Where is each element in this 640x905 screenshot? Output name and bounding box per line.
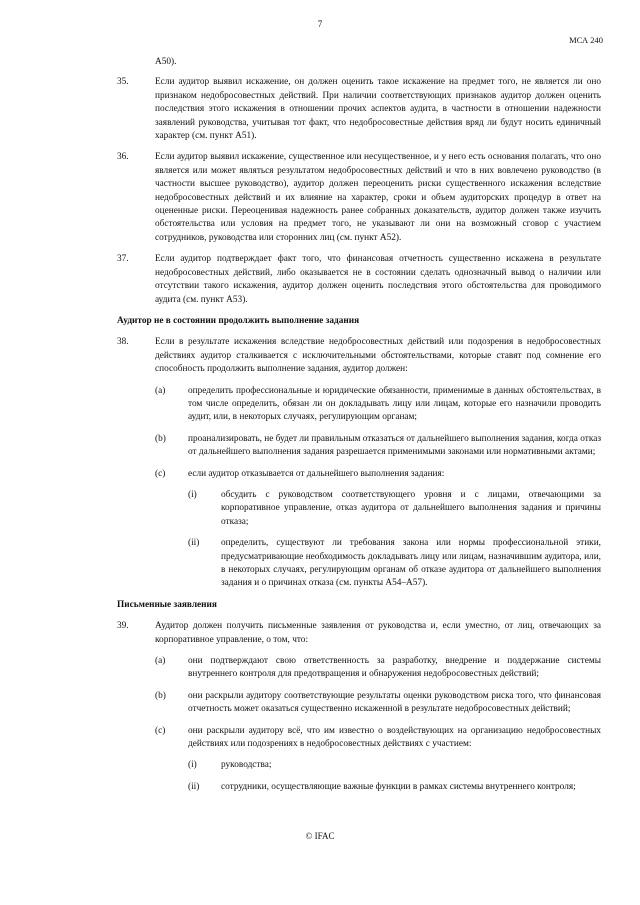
subparagraph-text: они раскрыли аудитору соответствующие результаты оценки руководством риска того, что финансовая отчетность может оказаться существенно искаженной в результате недобросовестных действий;: [188, 690, 601, 715]
subparagraph-39a: [117, 655, 601, 682]
paragraph-39: [117, 620, 601, 647]
paragraph-number: 37.: [117, 254, 129, 265]
subparagraph-text: сотрудники, осуществляющие важные функции в рамках системы внутреннего контроля;: [221, 781, 576, 792]
paragraph-35: [117, 76, 601, 143]
subparagraph-39c-i: [117, 759, 601, 772]
subparagraph-39c-ii: [117, 781, 601, 794]
paragraph-number: 39.: [117, 621, 129, 632]
subparagraph-label: (ii): [188, 781, 200, 792]
subparagraph-38a: [117, 385, 601, 425]
subparagraph-text: проанализировать, не будет ли правильным отказаться от дальнейшего выполнения задания, когда отказ от дальнейшего выполнения задания разрешается применимыми законами или нормативными актами;: [188, 433, 601, 458]
document-code: МСА 240: [569, 35, 603, 45]
subparagraph-text: если аудитор отказывается от дальнейшего выполнения задания:: [188, 468, 445, 479]
paragraph-number: 35.: [117, 77, 129, 88]
continuation-text: А50).: [155, 57, 177, 67]
page-number: 7: [317, 19, 323, 29]
paragraph-text: Аудитор должен получить письменные заявления от руководства и, если уместно, от лиц, отвечающих за корпоративное управление, о том, что:: [155, 621, 601, 645]
subparagraph-38c: [117, 468, 601, 481]
subparagraph-label: (c): [155, 468, 166, 479]
paragraph-text: Если аудитор выявил искажение, он должен оценить такое искажение на предмет того, не является ли оно признаком недобросовестных действий. При наличии соответствующих признаков аудитор должен оценить последствия этого искажения в отношении прочих аспектов аудита, в частности в отношении надежности заявлений руководства, учитывая тот факт, что недобросовестные действия вряд ли будут носить единичный характер (см. пункт А51).: [155, 77, 601, 142]
paragraph-number: 38.: [117, 337, 129, 348]
subparagraph-label: (a): [155, 385, 166, 396]
subparagraph-38b: [117, 433, 601, 460]
subparagraph-text: они подтверждают свою ответственность за разработку, внедрение и поддержание системы внутреннего контроля для предотвращения и обнаружения недобросовестных действий;: [188, 656, 601, 680]
subparagraph-label: (c): [155, 725, 166, 736]
subparagraph-38c-i: [117, 489, 601, 529]
document-body: [117, 56, 601, 802]
subparagraph-38c-ii: [117, 537, 601, 591]
copyright-footer: © IFAC: [305, 831, 335, 841]
subparagraph-label: (i): [188, 760, 197, 771]
subparagraph-text: они раскрыли аудитору всё, что им известно о воздействующих на организацию недобросовестных действиях или подозрениях в недобросовестных действиях с участием:: [188, 725, 601, 750]
subparagraph-label: (ii): [188, 538, 200, 549]
subparagraph-39b: [117, 690, 601, 717]
subparagraph-label: (b): [155, 433, 166, 444]
section-heading-written-representations: Письменные заявления: [117, 599, 217, 610]
subparagraph-39c: [117, 725, 601, 752]
paragraph-38: [117, 336, 601, 376]
section-heading-withdrawal: Аудитор не в состоянии продолжить выполнение задания: [117, 315, 360, 326]
paragraph-36: [117, 151, 601, 245]
paragraph-number: 36.: [117, 152, 129, 163]
subparagraph-text: определить, существуют ли требования закона или нормы профессиональной этики, предусматривающие необходимость докладывать лицу или лицам, назначившим аудитора, или, в некоторых случаях, регулирующим органам об отказе аудитора от дальнейшего выполнения задания и о причинах отказа (см. пункты А54–А57).: [221, 538, 601, 589]
paragraph-text: Если аудитор выявил искажение, существенное или несущественное, и у него есть основания полагать, что оно является или может являться результатом недобросовестных действий и что в них вовлечено руководство (в частности высшее руководство), аудитор должен переоценить риски существенного искажения вследствие недобросовестных действий и их влияние на характер, сроки и объем аудиторских процедур в ответ на оцененные риски. Переоценивая надежность ранее собранных доказательств, аудитор должен также изучить обстоятельства или условия на предмет того, не указывают ли они на возможный сговор с участием сотрудников, руководства или сторонних лиц (см. пункт А52).: [155, 152, 601, 243]
paragraph-text: Если аудитор подтверждает факт того, что финансовая отчетность существенно искажена в результате недобросовестных действий, либо оказывается не в состоянии сделать однозначный вывод о наличии или отсутствии такого искажения, аудитор должен оценить последствия этого обстоятельства для проводимого аудита (см. пункт А53).: [155, 254, 601, 305]
subparagraph-text: обсудить с руководством соответствующего уровня и с лицами, отвечающими за корпоративное управление, отказ аудитора от дальнейшего выполнения задания и причины отказа;: [221, 489, 601, 527]
paragraph-37: [117, 253, 601, 307]
subparagraph-label: (b): [155, 690, 166, 701]
subparagraph-label: (a): [155, 656, 166, 667]
subparagraph-text: определить профессиональные и юридические обязанности, применимые в данных обстоятельствах, в том числе определить, обязан ли он докладывать лицу или лицам, которые его назначили проводить аудит, или, в некоторых случаях, регулирующим органам;: [188, 385, 601, 423]
subparagraph-text: руководства;: [221, 760, 272, 771]
subparagraph-label: (i): [188, 489, 197, 500]
paragraph-text: Если в результате искажения вследствие недобросовестных действий или подозрения в недобросовестных действиях аудитор сталкивается с исключительными обстоятельствами, которые ставят под сомнение его способность продолжить выполнение задания, аудитор должен:: [155, 337, 601, 375]
